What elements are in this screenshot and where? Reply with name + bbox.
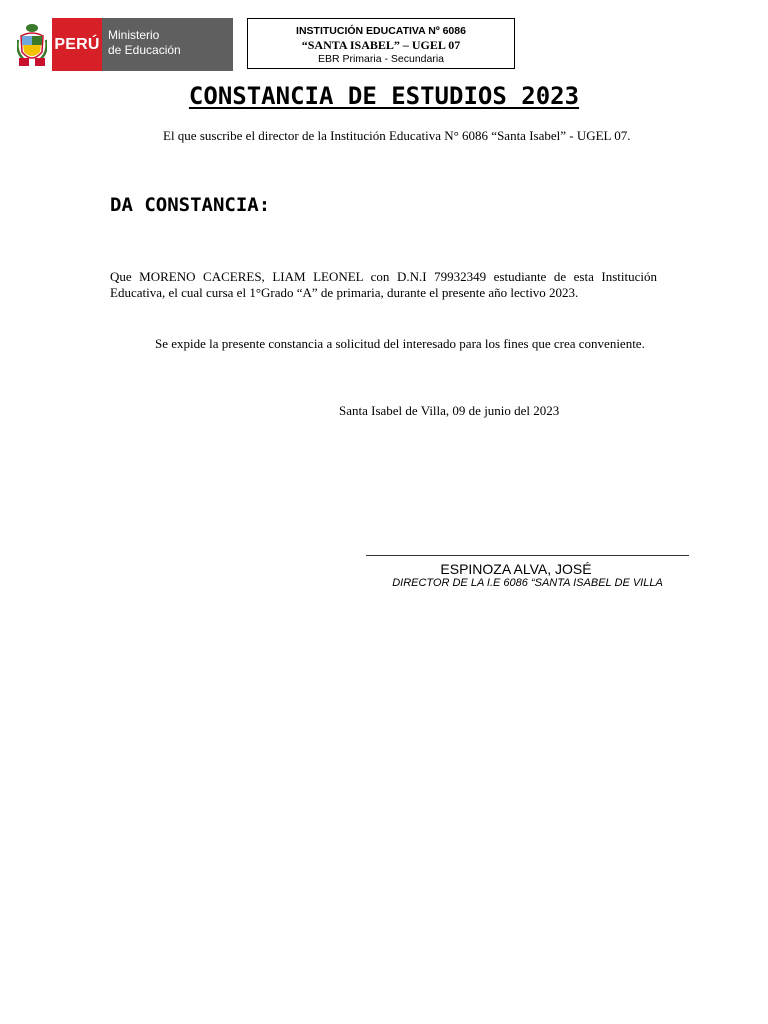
institution-levels: EBR Primaria - Secundaria <box>317 53 445 65</box>
section-heading: DA CONSTANCIA: <box>110 194 271 216</box>
document-title-text: CONSTANCIA DE ESTUDIOS 2023 <box>188 82 580 110</box>
signature-line <box>366 555 689 556</box>
body-paragraph: Que MORENO CACERES, LIAM LEONEL con D.N.I 79932349 estudiante de esta Institución Educativa, el cual cursa el 1°Grado “A” de primaria, durante el presente año lectivo 2023. <box>110 269 657 300</box>
document-title <box>0 82 768 110</box>
signatory-title: DIRECTOR DE LA I.E 6086 “SANTA ISABEL DE VILLA <box>392 577 663 589</box>
ministry-line-1: Ministerio <box>108 28 160 42</box>
intro-paragraph: El que suscribe el director de la Institución Educativa N° 6086 “Santa Isabel” - UGEL 07. <box>163 128 631 143</box>
ministry-label <box>102 18 233 71</box>
minedu-logo <box>12 18 236 72</box>
peru-label: PERÚ <box>52 18 102 71</box>
institution-name: INSTITUCIÓN EDUCATIVA Nº 6086 <box>296 25 466 37</box>
signatory-name: ESPINOZA ALVA, JOSÉ <box>440 561 592 577</box>
peru-coat-of-arms-icon <box>12 18 52 72</box>
closing-paragraph: Se expide la presente constancia a solicitud del interesado para los fines que crea conveniente. <box>155 336 645 351</box>
institution-subname: “SANTA ISABEL” – UGEL 07 <box>301 38 461 52</box>
institution-box <box>247 18 515 69</box>
place-date: Santa Isabel de Villa, 09 de junio del 2023 <box>339 403 560 418</box>
ministry-line-2: de Educación <box>108 43 181 57</box>
